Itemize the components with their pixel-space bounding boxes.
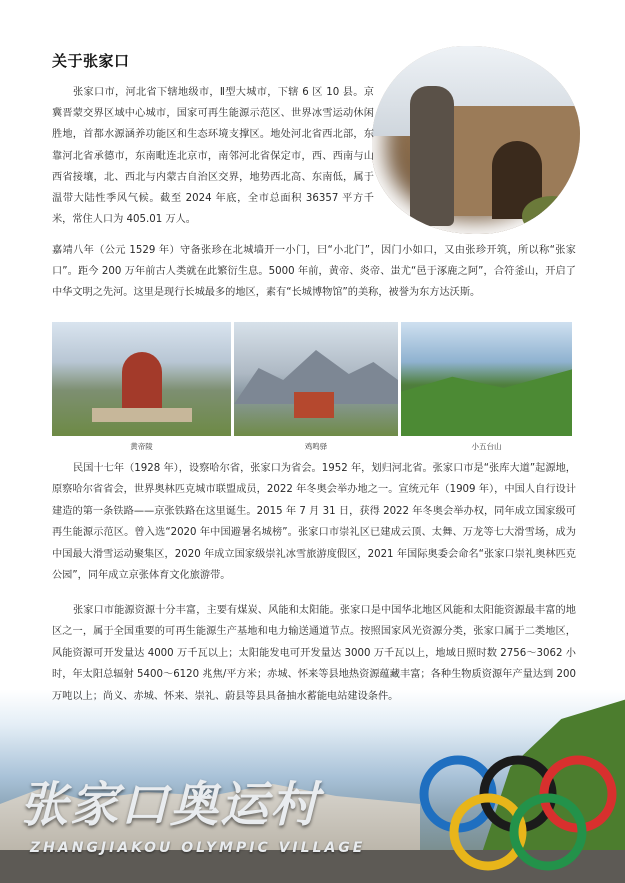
photo-caption: 鸡鸣驿: [304, 442, 328, 451]
jimingyi-photo: [234, 322, 398, 436]
page-title: 关于张家口: [52, 52, 130, 70]
energy-paragraph: 张家口市能源资源十分丰富，主要有煤炭、风能和太阳能。张家口是中国华北地区风能和太阳能资源最丰富的地区之一，属于全国重要的可再生能源生产基地和电力输送通道节点。按照国家风光资源分类，张家口属于二类地区，风能资源可开发量达 4000 万千瓦以上；太阳能发电可开发量达 3000 万千瓦以上，地域日照时数 2756～3062 小时，年太阳总辐射 5400～6120 兆焦/平方米；赤城、怀来等县地热资源蕴藏丰富；各种生物质资源年产量达到 200 万吨以上；尚义、赤城、怀来、崇礼、蔚县等县具备抽水蓄能电站建设条件。: [52, 605, 576, 702]
olympic-village-banner-photo: [0, 690, 625, 883]
photo-caption: 黄帝陵: [130, 442, 153, 451]
huangdiling-photo: [52, 322, 231, 436]
olympic-village-sign: 张家口奥运村: [20, 777, 321, 833]
intro-paragraph: 张家口市，河北省下辖地级市，Ⅱ型大城市，下辖 6 区 10 县。京冀晋蒙交界区域中心城市，国家可再生能源示范区、世界冰雪运动休闲胜地，首都水源涵养功能区和生态环境支撑区。地处河北省西北部，东靠河北省承德市，东南毗连北京市，南邻河北省保定市，西、西南与山西省接壤，北、西北与内蒙古自治区交界，地势西北高、东南低，属于温带大陆性季风气候。截至 2024 年底，全市总面积 36357 平方千米，常住人口为 405.01 万人。: [52, 87, 374, 226]
xiaowutaishan-photo: [401, 322, 572, 436]
modern-history-paragraph: 民国十七年（1928 年），设察哈尔省，张家口为省会。1952 年，划归河北省。张家口市是“张库大道”起源地，原察哈尔省省会，世界奥林匹克城市联盟成员，2022 年冬奥会举办地之一。宣统元年（1909 年），中国人自行设计建造的第一条铁路——京张铁路在这里诞生。2015 年 7 月 31 日，获得 2022 年冬奥会举办权，同年成立国家级可再生能源示范区。曾入选“2020 年中国避暑名城榜”。张家口市崇礼区已建成云顶、太舞、万龙等七大滑雪场，成为中国最大滑雪运动聚集区，2020 年成立国家级崇礼冰雪旅游度假区，2021 年国际奥委会命名“张家口崇礼奥林匹克公园”，同年成立京张体育文化旅游带。: [52, 463, 576, 582]
olympic-village-sign-sub: ZHANGJIAKOU OLYMPIC VILLAGE: [30, 840, 366, 856]
olympic-rings-icon: [418, 744, 618, 874]
history-paragraph: 嘉靖八年（公元 1529 年）守备张珍在北城墙开一小门，曰“小北门”，因门小如口，又由张珍开筑，所以称“张家口”。距今 200 万年前古人类就在此繁衍生息。5000 年前，黄帝、炎帝、蚩尤“邑于涿鹿之阿”，合符釜山，开启了中华文明之先河。这里是现行长城最多的地区，素有“长城博物馆”的美称，被誉为东方达沃斯。: [52, 245, 576, 299]
photo-caption: 小五台山: [471, 442, 502, 451]
great-wall-statue-photo: [372, 46, 580, 234]
